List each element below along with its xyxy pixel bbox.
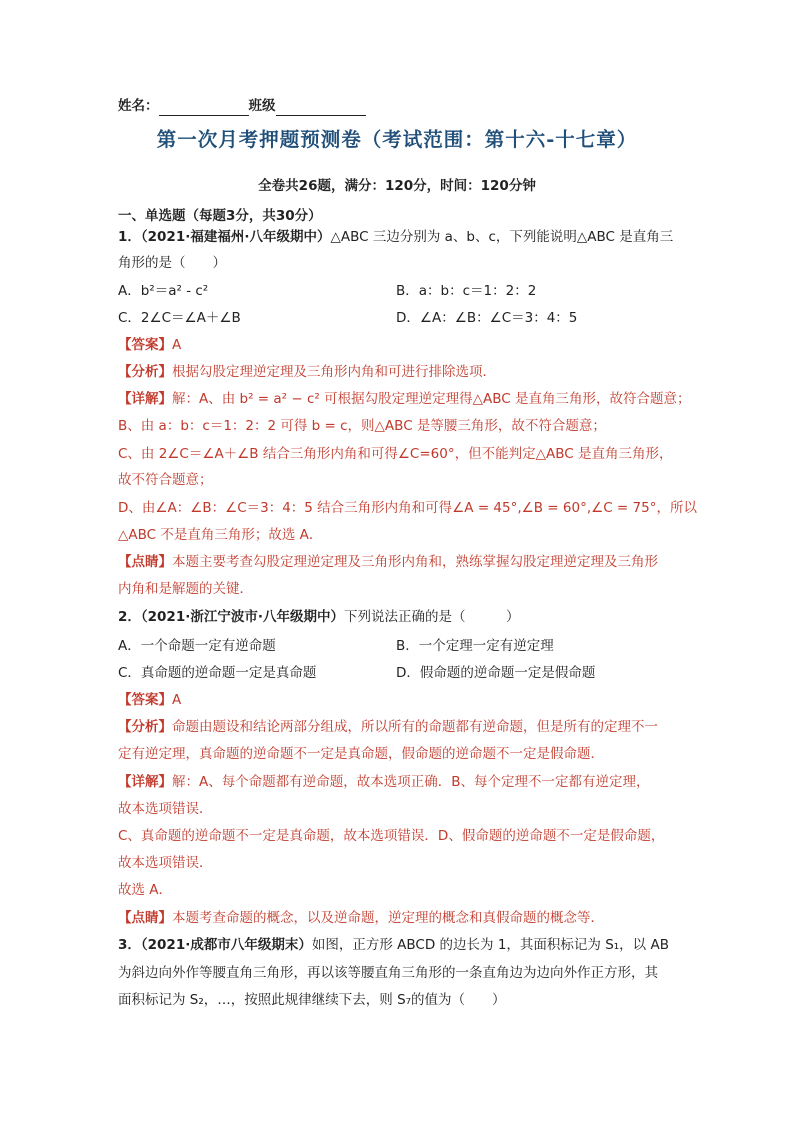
q1-detail-5: D、由∠A：∠B：∠C＝3：4：5 结合三角形内角和可得∠A = 45°,∠B = 60°,∠C = 75°，所以 — [118, 500, 697, 516]
detail-tag: 【详解】 — [118, 391, 172, 407]
q2-detail-3: C、真命题的逆命题不一定是真命题，故本选项错误．D、假命题的逆命题不一定是假命题， — [118, 828, 665, 844]
q3-stem-2: 为斜边向外作等腰直角三角形，再以该等腰直角三角形的一条直角边为边向外作正方形，其 — [118, 965, 658, 981]
name-label: 姓名： — [118, 98, 159, 114]
q2-detail-2: 故本选项错误． — [118, 801, 213, 817]
name-blank[interactable] — [159, 101, 249, 116]
analysis-text: 根据勾股定理逆定理及三角形内角和可进行排除选项． — [172, 364, 496, 380]
analysis-tag: 【分析】 — [118, 364, 172, 380]
detail-text: 解：A、每个命题都有逆命题，故本选项正确．B、每个定理不一定都有逆定理， — [172, 774, 650, 790]
q2-analysis-1 — [118, 717, 658, 737]
q1-option-a: A．b²＝a² - c² — [118, 283, 209, 299]
q1-option-c: C．2∠C＝∠A＋∠B — [118, 310, 241, 326]
q2-stem-line — [118, 607, 519, 627]
q2-stem: 下列说法正确的是（ ） — [343, 609, 520, 625]
analysis-tag: 【分析】 — [118, 719, 172, 735]
exam-subtitle: 全卷共26题，满分：120分，时间：120分钟 — [258, 178, 536, 194]
q2-answer — [118, 690, 181, 710]
q2-comment — [118, 908, 604, 928]
answer-value: A — [172, 337, 182, 353]
q2-option-c: C．真命题的逆命题一定是真命题 — [118, 665, 317, 681]
class-blank[interactable] — [276, 101, 366, 116]
q1-stem-1: △ABC 三边分别为 a、b、c，下列能说明△ABC 是直角三 — [330, 229, 674, 245]
comment-tag: 【点睛】 — [118, 554, 172, 570]
q2-source: 2．（2021·浙江宁波市·八年级期中） — [118, 609, 344, 625]
q1-detail-1 — [118, 389, 690, 409]
answer-value: A — [172, 692, 182, 708]
q1-detail-4: 故不符合题意； — [118, 472, 213, 488]
section-heading: 一、单选题（每题3分，共30分） — [118, 208, 322, 224]
q1-option-d: D．∠A：∠B：∠C＝3：4：5 — [396, 310, 578, 326]
q2-detail-1 — [118, 772, 650, 792]
q1-answer — [118, 335, 181, 355]
q2-analysis-2: 定有逆定理，真命题的逆命题不一定是真命题，假命题的逆命题不一定是假命题． — [118, 746, 604, 762]
q3-stem-line1 — [118, 935, 669, 955]
q1-stem-line1 — [118, 227, 673, 247]
detail-tag: 【详解】 — [118, 774, 172, 790]
q3-stem-1: 如图，正方形 ABCD 的边长为 1，其面积标记为 S₁，以 AB — [311, 937, 669, 953]
detail-text: 解：A、由 b² = a² − c² 可根据勾股定理逆定理得△ABC 是直角三角形，故符合题意； — [172, 391, 691, 407]
q2-detail-5: 故选 A． — [118, 882, 173, 898]
q1-comment-1 — [118, 552, 658, 572]
class-label: 班级 — [248, 98, 276, 114]
q1-detail-2: B、由 a：b：c＝1：2：2 可得 b = c，则△ABC 是等腰三角形，故不符合题意； — [118, 418, 606, 434]
q2-option-a: A．一个命题一定有逆命题 — [118, 638, 276, 654]
q1-source: 1．（2021·福建福州·八年级期中） — [118, 229, 331, 245]
q1-comment-2: 内角和是解题的关键． — [118, 581, 253, 597]
comment-text: 本题考查命题的概念，以及逆命题，逆定理的概念和真假命题的概念等． — [172, 910, 604, 926]
q1-detail-3: C、由 2∠C＝∠A＋∠B 结合三角形内角和可得∠C=60°，但不能判定△ABC 是直角三角形， — [118, 446, 673, 462]
answer-tag: 【答案】 — [118, 337, 172, 353]
comment-text: 本题主要考查勾股定理逆定理及三角形内角和，熟练掌握勾股定理逆定理及三角形 — [172, 554, 658, 570]
comment-tag: 【点睛】 — [118, 910, 172, 926]
name-line — [118, 96, 366, 116]
exam-title: 第一次月考押题预测卷（考试范围：第十六-十七章） — [156, 128, 638, 151]
q1-analysis — [118, 362, 496, 382]
q1-option-b: B．a：b：c＝1：2：2 — [396, 283, 537, 299]
q3-source: 3．（2021·成都市八年级期末） — [118, 937, 312, 953]
answer-tag: 【答案】 — [118, 692, 172, 708]
q1-stem-2: 角形的是（ ） — [118, 255, 226, 271]
analysis-text: 命题由题设和结论两部分组成，所以所有的命题都有逆命题，但是所有的定理不一 — [172, 719, 658, 735]
q3-stem-3: 面积标记为 S₂，…，按照此规律继续下去，则 S₇的值为（ ） — [118, 992, 506, 1008]
q2-option-d: D．假命题的逆命题一定是假命题 — [396, 665, 596, 681]
q2-option-b: B．一个定理一定有逆定理 — [396, 638, 554, 654]
q1-detail-6: △ABC 不是直角三角形；故选 A． — [118, 527, 323, 543]
q2-detail-4: 故本选项错误． — [118, 855, 213, 871]
